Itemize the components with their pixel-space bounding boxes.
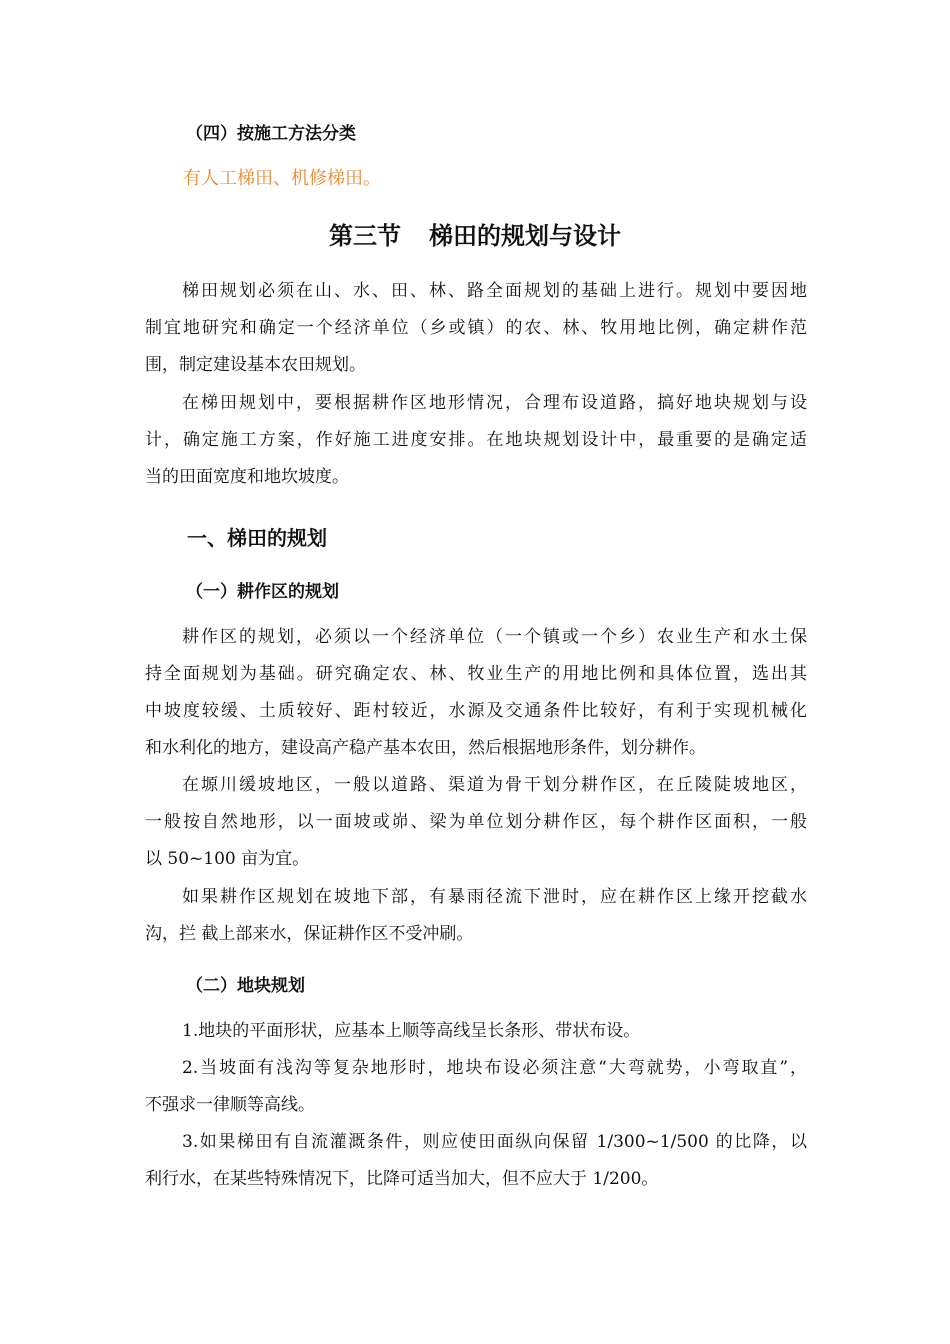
intro-paragraph-1 [145, 273, 807, 384]
farming-paragraph-1 [145, 619, 807, 767]
paragraph-line: 利行水，在某些特殊情况下，比降可适当加大，但不应大于 1/200。 [145, 1169, 659, 1189]
paragraph-line: 不强求一律顺等高线。 [145, 1095, 315, 1115]
plot-paragraph-1 [145, 1013, 807, 1050]
farming-paragraph-2 [145, 767, 807, 878]
paragraph-line: 制宜地研究和确定一个经济单位（乡或镇）的农、林、牧用地比例，确定耕作范 [145, 318, 807, 338]
paragraph-line: 2.当坡面有浅沟等复杂地形时，地块布设必须注意“大弯就势，小弯取直”， [182, 1058, 807, 1078]
construction-method-text: 有人工梯田、机修梯田。 [183, 168, 381, 189]
heading-terrace-planning: 一、梯田的规划 [187, 526, 327, 550]
intro-paragraph-2 [145, 385, 807, 496]
paragraph-line: 耕作区的规划，必须以一个经济单位（一个镇或一个乡）农业生产和水土保 [182, 627, 807, 647]
paragraph-line: 一般按自然地形，以一面坡或峁、梁为单位划分耕作区，每个耕作区面积，一般 [145, 812, 807, 832]
heading-farming-zone-planning: （一）耕作区的规划 [186, 582, 339, 602]
paragraph-line: 如果耕作区规划在坡地下部，有暴雨径流下泄时，应在耕作区上缘开挖截水 [182, 887, 807, 907]
paragraph-line: 沟，拦 截上部来水，保证耕作区不受冲刷。 [145, 924, 474, 944]
paragraph-line: 1.地块的平面形状，应基本上顺等高线呈长条形、带状布设。 [182, 1021, 641, 1041]
paragraph-line: 围，制定建设基本农田规划。 [145, 355, 366, 375]
heading-plot-planning: （二）地块规划 [186, 976, 305, 996]
section-heading-construction-method: （四）按施工方法分类 [186, 124, 356, 144]
paragraph-line: 3.如果梯田有自流灌溉条件，则应使田面纵向保留 1/300~1/500 的比降，以 [182, 1132, 807, 1152]
paragraph-line: 计，确定施工方案，作好施工进度安排。在地块规划设计中，最重要的是确定适 [145, 430, 807, 450]
paragraph-line: 当的田面宽度和地坎坡度。 [145, 467, 349, 487]
chapter-title-text: 梯田的规划与设计 [429, 222, 621, 250]
farming-paragraph-3 [145, 879, 807, 953]
plot-paragraph-3 [145, 1124, 807, 1198]
paragraph-line: 在塬川缓坡地区，一般以道路、渠道为骨干划分耕作区，在丘陵陡坡地区， [182, 775, 807, 795]
paragraph-line: 以 50~100 亩为宜。 [145, 849, 310, 869]
paragraph-line: 在梯田规划中，要根据耕作区地形情况，合理布设道路，搞好地块规划与设 [182, 393, 807, 413]
paragraph-line: 和水利化的地方，建设高产稳产基本农田，然后根据地形条件，划分耕作。 [145, 738, 706, 758]
paragraph-line: 中坡度较缓、土质较好、距村较近，水源及交通条件比较好，有利于实现机械化 [145, 701, 807, 721]
paragraph-line: 梯田规划必须在山、水、田、林、路全面规划的基础上进行。规划中要因地 [182, 281, 807, 301]
chapter-title [145, 220, 805, 252]
chapter-title-number: 第三节 [329, 222, 401, 250]
plot-paragraph-2 [145, 1050, 807, 1124]
paragraph-line: 持全面规划为基础。研究确定农、林、牧业生产的用地比例和具体位置，选出其 [145, 664, 807, 684]
